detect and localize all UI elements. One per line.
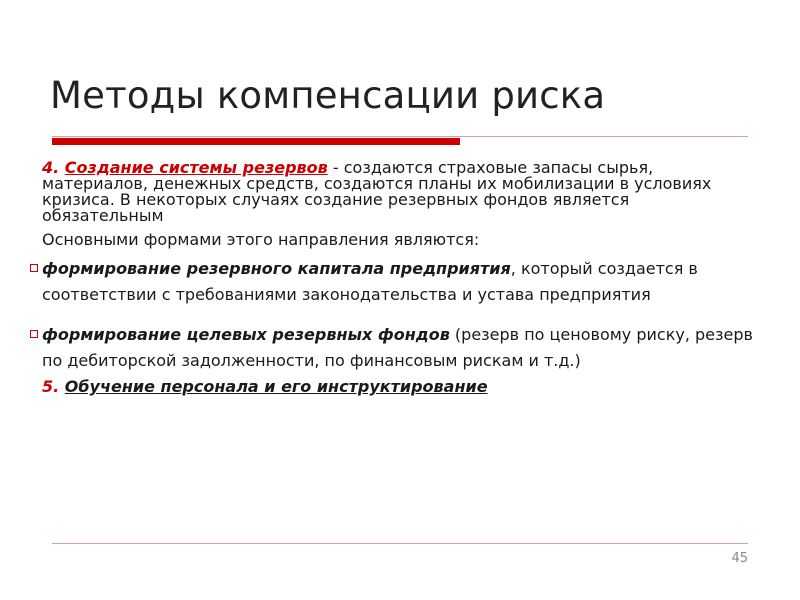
point-5-number: 5. [42, 377, 65, 396]
point-4-description: - создаются страховые запасы сырья, материалов, денежных средств, создаются планы их мобилизации в условиях кризиса. В некоторых случаях создание резервных фондов является обязательным [42, 158, 712, 225]
title-divider-accent [52, 138, 460, 145]
point-4-heading: Создание системы резервов [64, 158, 328, 177]
title-divider-thin [52, 136, 748, 137]
point-5-heading-line [42, 376, 770, 398]
bullet-item-target-funds [30, 322, 770, 374]
footer-divider [52, 543, 748, 544]
hollow-square-bullet-icon [30, 264, 38, 272]
point-4-number: 4. [42, 158, 65, 177]
bullet-rest-text: , который создается в соответствии с требованиями законодательства и устава предприятия [42, 259, 698, 304]
bullet-bold-text: формирование резервного капитала предприятия [42, 259, 511, 278]
point-5-heading: Обучение персонала и его инструктирование [64, 377, 488, 396]
slide-title: Методы компенсации риска [50, 74, 606, 117]
slide-body [30, 160, 770, 398]
page-number: 45 [731, 551, 748, 566]
bullet-rest-text: (резерв по ценовому риску, резерв по дебиторской задолженности, по финансовым рискам и т.д.) [42, 325, 753, 370]
point-4-paragraph [42, 160, 742, 224]
hollow-square-bullet-icon [30, 330, 38, 338]
bullet-item-reserve-capital [30, 256, 770, 308]
bullet-bold-text: формирование целевых резервных фондов [42, 325, 450, 344]
forms-intro: Основными формами этого направления являются: [42, 230, 480, 249]
